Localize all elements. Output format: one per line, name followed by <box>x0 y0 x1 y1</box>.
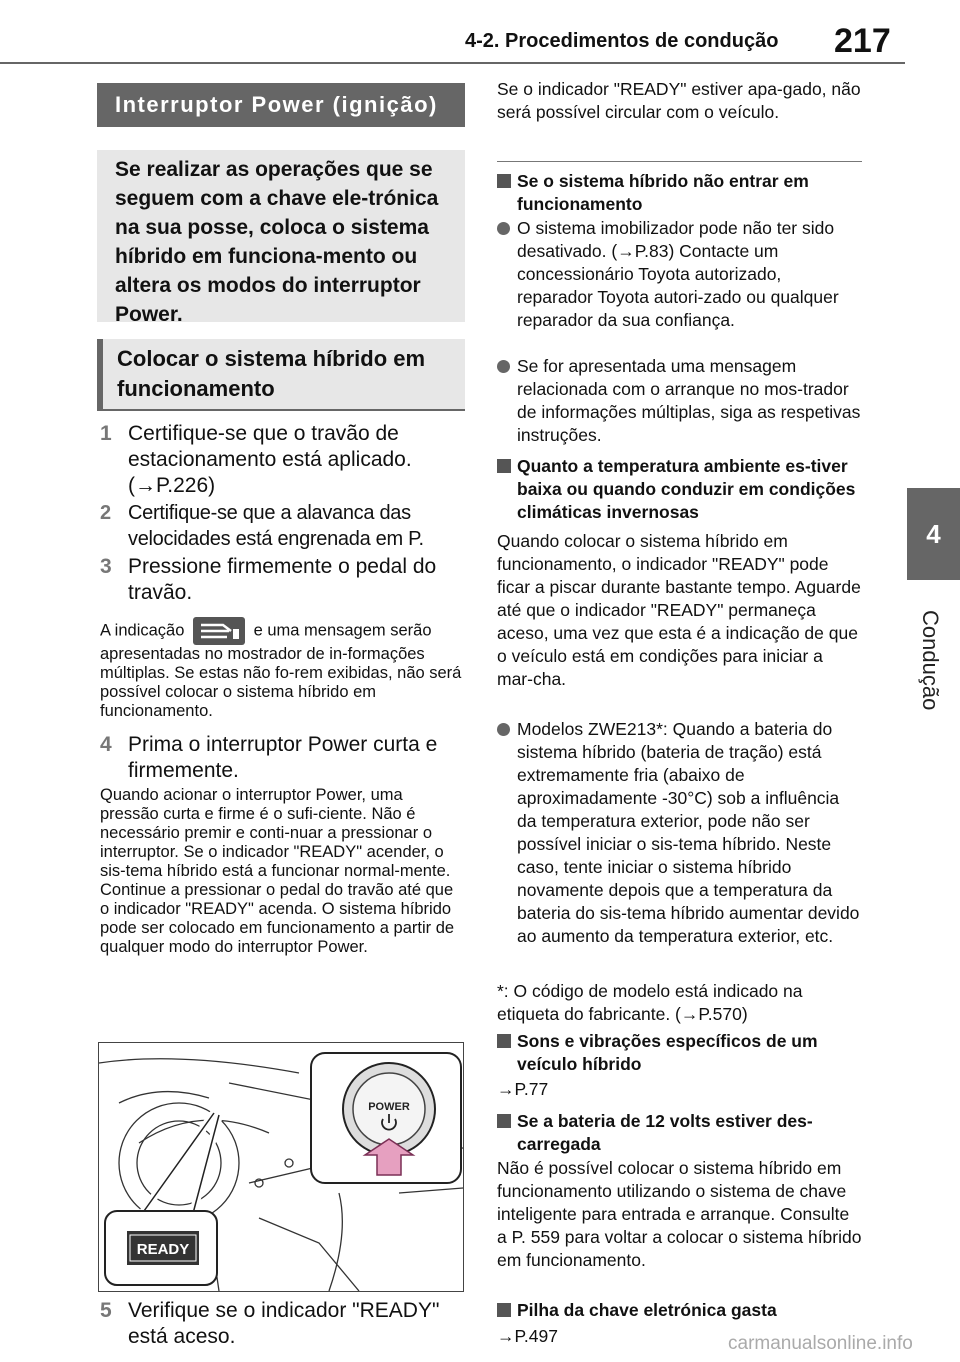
note-text-after: e uma mensagem serão apresentadas no mostrador de in-formações múltiplas. Se estas não fo-rem exibidas, não será possível colocar o sistema híbrido em funcionamento. <box>100 621 462 720</box>
square-bullet-icon <box>497 174 511 188</box>
subheading: Colocar o sistema híbrido em funcionamento <box>97 339 465 411</box>
heading-text: Se o sistema híbrido não entrar em funcionamento <box>517 171 809 214</box>
divider <box>497 161 862 162</box>
intro-box: Se realizar as operações que se seguem com a chave ele-trónica na sua posse, coloca o sistema híbrido em funciona-mento ou altera os modos do interruptor Power. <box>97 150 465 322</box>
heading-no-start <box>497 170 862 216</box>
heading-12v <box>497 1110 862 1156</box>
bullet-message <box>497 355 862 447</box>
step-number: 5 <box>100 1299 112 1322</box>
bullet-immobilizer <box>497 217 862 332</box>
heading-text: Pilha da chave eletrónica gasta <box>517 1300 777 1320</box>
square-bullet-icon <box>497 1303 511 1317</box>
page-number: 217 <box>834 22 891 60</box>
step-text: Certifique-se que o travão de estacionamento está aplicado. (→P.226) <box>128 422 412 497</box>
indicator-note <box>100 617 465 721</box>
section-title: 4-2. Procedimentos de condução <box>465 30 779 52</box>
step-text: Certifique-se que a alavanca das velocidades está engrenada em P. <box>128 502 424 550</box>
power-button-label: POWER <box>368 1101 410 1113</box>
watermark: carmanualsonline.info <box>728 1333 913 1354</box>
step-text: Pressione firmemente o pedal do travão. <box>128 555 437 604</box>
cold-paragraph: Quando colocar o sistema híbrido em funcionamento, o indicador "READY" pode ficar a piscar durante bastante tempo. Aguarde até que o indicador "READY" permaneça aceso, uma vez que esta é a indicação de que o veículo está em condições para iniciar a mar-cha. <box>497 531 861 689</box>
step4-note: Quando acionar o interruptor Power, uma pressão curta e firme é o sufi-ciente. Não é necessário premir e conti-nuar a pressionar o interruptor. Se o indicador "READY" acender, o sis-tema híbrido está a funcionar normal-mente. Continue a pressionar o pedal do travão até que o indicador "READY" acenda. O sistema híbrido pode ser colocado em funcionamento a partir de qualquer modo do interruptor Power. <box>100 786 455 956</box>
heading-key-battery <box>497 1299 862 1322</box>
ready-indicator-icon <box>193 617 245 645</box>
bullet-zwe213 <box>497 718 862 948</box>
key-battery-ref[interactable]: →P.497 <box>497 1326 558 1346</box>
dashboard-illustration <box>98 1042 464 1292</box>
chapter-label: Condução <box>918 610 943 711</box>
step-number: 3 <box>100 555 112 578</box>
step-3 <box>100 554 470 606</box>
heading-cold <box>497 455 862 524</box>
heading-text: Sons e vibrações específicos de um veículo híbrido <box>517 1031 818 1074</box>
footnote: *: O código de modelo está indicado na etiqueta do fabricante. (→P.570) <box>497 981 803 1024</box>
12v-paragraph: Não é possível colocar o sistema híbrido em funcionamento utilizando o sistema de chave inteligente para entrada e arranque. Consulte a P. 559 para voltar a colocar o sistema híbrido em funcionamento. <box>497 1158 862 1270</box>
square-bullet-icon <box>497 1114 511 1128</box>
bullet-text: Se for apresentada uma mensagem relacionada com o arranque no mos-trador de informações múltiplas, siga as respetivas instruções. <box>517 356 861 445</box>
heading-text: Se a bateria de 12 volts estiver des-carregada <box>517 1111 813 1154</box>
square-bullet-icon <box>497 1034 511 1048</box>
note-text-before: A indicação <box>100 621 185 640</box>
step-text: Verifique se o indicador "READY" está aceso. <box>128 1299 440 1348</box>
bullet-text: Modelos ZWE213*: Quando a bateria do sistema híbrido (bateria de tração) está extremamente fria (abaixo de aproximadamente -30°C) sob a influência da temperatura exterior, pode não ser possível iniciar o sis-tema híbrido. Neste caso, tente iniciar o sistema híbrido novamente depois que a temperatura da bateria do sis-tema híbrido aumentar devido ao aumento da temperatura exterior, etc. <box>517 719 860 946</box>
step-number: 2 <box>100 502 111 524</box>
step-number: 4 <box>100 733 112 756</box>
sounds-ref[interactable]: →P.77 <box>497 1079 549 1099</box>
round-bullet-icon <box>497 222 510 235</box>
step-number: 1 <box>100 422 112 445</box>
bullet-text: O sistema imobilizador pode não ter sido desativado. (→P.83) Contacte um concessionário Toyota autorizado, reparador Toyota autori-zado ou qualquer reparador da sua confiança. <box>517 218 839 330</box>
heading-sounds <box>497 1030 862 1076</box>
step-1 <box>100 421 470 499</box>
step-4 <box>100 732 470 784</box>
ready-intro: Se o indicador "READY" estiver apa-gado, não será possível circular com o veículo. <box>497 79 861 122</box>
square-bullet-icon <box>497 459 511 473</box>
round-bullet-icon <box>497 723 510 736</box>
step-5 <box>100 1298 470 1350</box>
header-rule <box>0 62 905 64</box>
round-bullet-icon <box>497 360 510 373</box>
ready-display: READY <box>136 1241 190 1258</box>
step-text: Prima o interruptor Power curta e firmemente. <box>128 733 438 782</box>
chapter-tab[interactable]: 4 <box>907 488 960 580</box>
heading-text: Quanto a temperatura ambiente es-tiver baixa ou quando conduzir em condições climáticas invernosas <box>517 456 856 522</box>
dashboard-drawing <box>99 1043 463 1291</box>
step-2 <box>100 500 470 552</box>
page-title: Interruptor Power (ignição) <box>97 83 465 127</box>
